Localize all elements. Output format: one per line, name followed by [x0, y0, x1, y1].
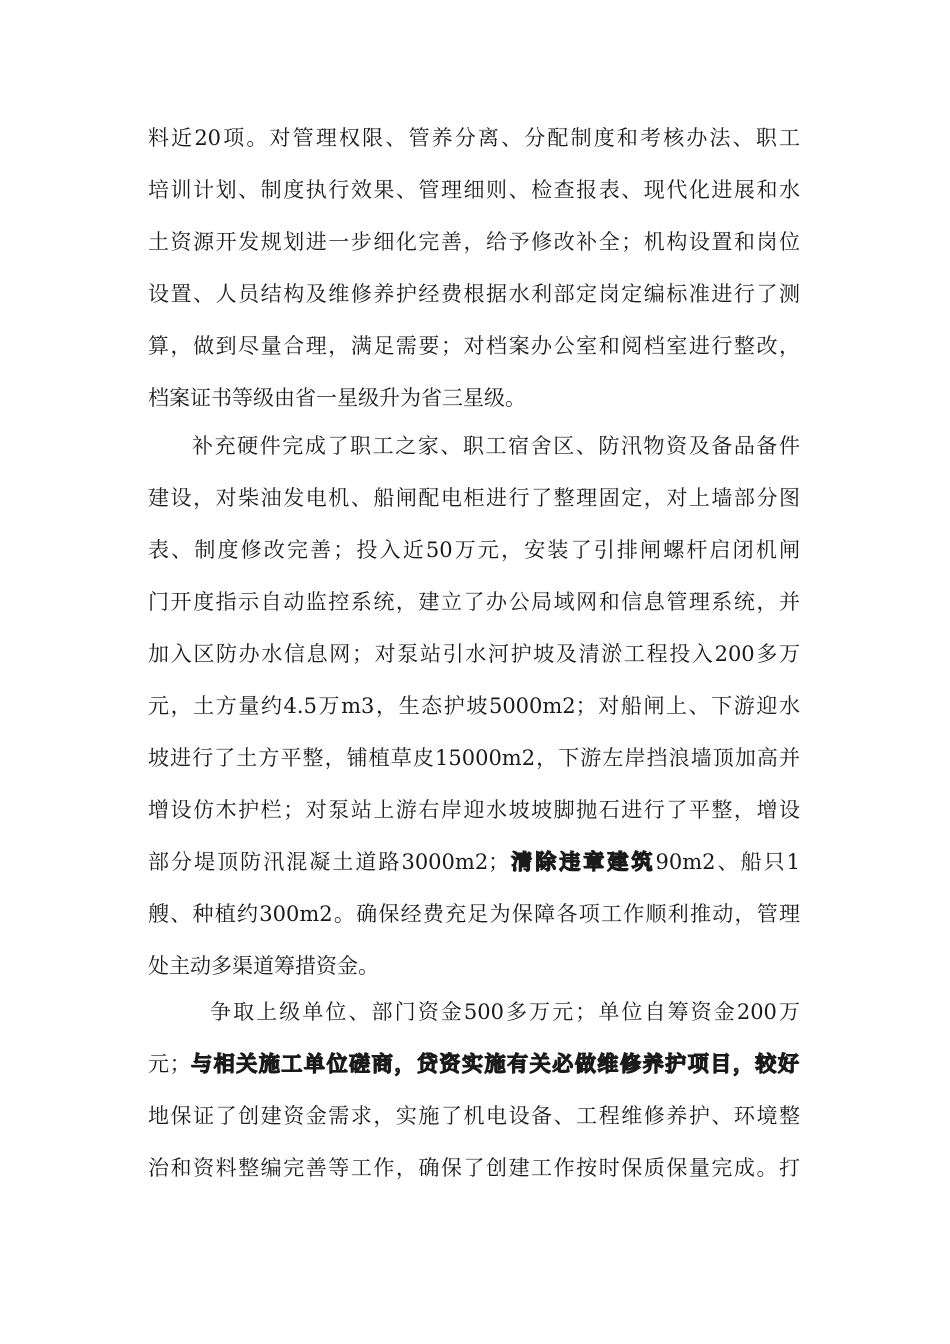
text-line: 表、制度修改完善；投入近50万元，安装了引排闸螺杆启闭机闸 — [148, 538, 800, 562]
text-line: 艘、种植约300m2。确保经费充足为保障各项工作顺利推动，管理 — [148, 902, 800, 926]
text-line: 增设仿木护栏；对泵站上游右岸迎水坡坡脚抛石进行了平整，增设 — [148, 798, 800, 822]
paragraph-3 — [148, 986, 800, 1194]
paragraph-2 — [148, 420, 800, 992]
text-line: 地保证了创建资金需求，实施了机电设备、工程维修养护、环境整 — [148, 1104, 800, 1128]
text-line: 补充硬件完成了职工之家、职工宿舍区、防汛物资及备品备件 — [192, 434, 800, 458]
text-segment: 部分堤顶防汛混凝土道路3000m2； — [148, 850, 510, 874]
text-line: 料近20项。对管理权限、管养分离、分配制度和考核办法、职工 — [148, 126, 800, 150]
outlined-text: 清除违章建筑 — [509, 849, 656, 874]
text-line: 加入区防办水信息网；对泵站引水河护坡及清淤工程投入200多万 — [148, 642, 800, 666]
text-segment: 90m2、船只1 — [655, 850, 800, 874]
text-line: 争取上级单位、部门资金500多万元；单位自筹资金200万 — [210, 1000, 800, 1024]
text-line: 处主动多渠道筹措资金。 — [148, 954, 379, 978]
text-line: 培训计划、制度执行效果、管理细则、检查报表、现代化进展和水 — [148, 178, 800, 202]
text-line: 土资源开发规划进一步细化完善，给予修改补全；机构设置和岗位 — [148, 230, 800, 254]
text-line: 算，做到尽量合理，满足需要；对档案办公室和阅档室进行整改， — [148, 334, 800, 358]
text-line-highlighted — [148, 1038, 800, 1090]
text-segment: 元； — [148, 1052, 191, 1076]
paragraph-1 — [148, 112, 800, 424]
text-line: 建设，对柴油发电机、船闸配电柜进行了整理固定，对上墙部分图 — [148, 486, 800, 510]
text-line: 元，土方量约4.5万m3，生态护坡5000m2；对船闸上、下游迎水 — [148, 694, 800, 718]
text-line: 档案证书等级由省一星级升为省三星级。 — [148, 386, 526, 410]
outlined-text: 与相关施工单位磋商，贷资实施有关必做维修养护项目，较好 — [190, 1051, 800, 1076]
text-line: 坡进行了土方平整，铺植草皮15000m2，下游左岸挡浪墙顶加高并 — [148, 746, 800, 770]
text-line: 治和资料整编完善等工作，确保了创建工作按时保质保量完成。打 — [148, 1156, 800, 1180]
text-line: 设置、人员结构及维修养护经费根据水利部定岗定编标准进行了测 — [148, 282, 800, 306]
text-line-highlighted — [148, 836, 800, 888]
text-line: 门开度指示自动监控系统，建立了办公局域网和信息管理系统，并 — [148, 590, 800, 614]
